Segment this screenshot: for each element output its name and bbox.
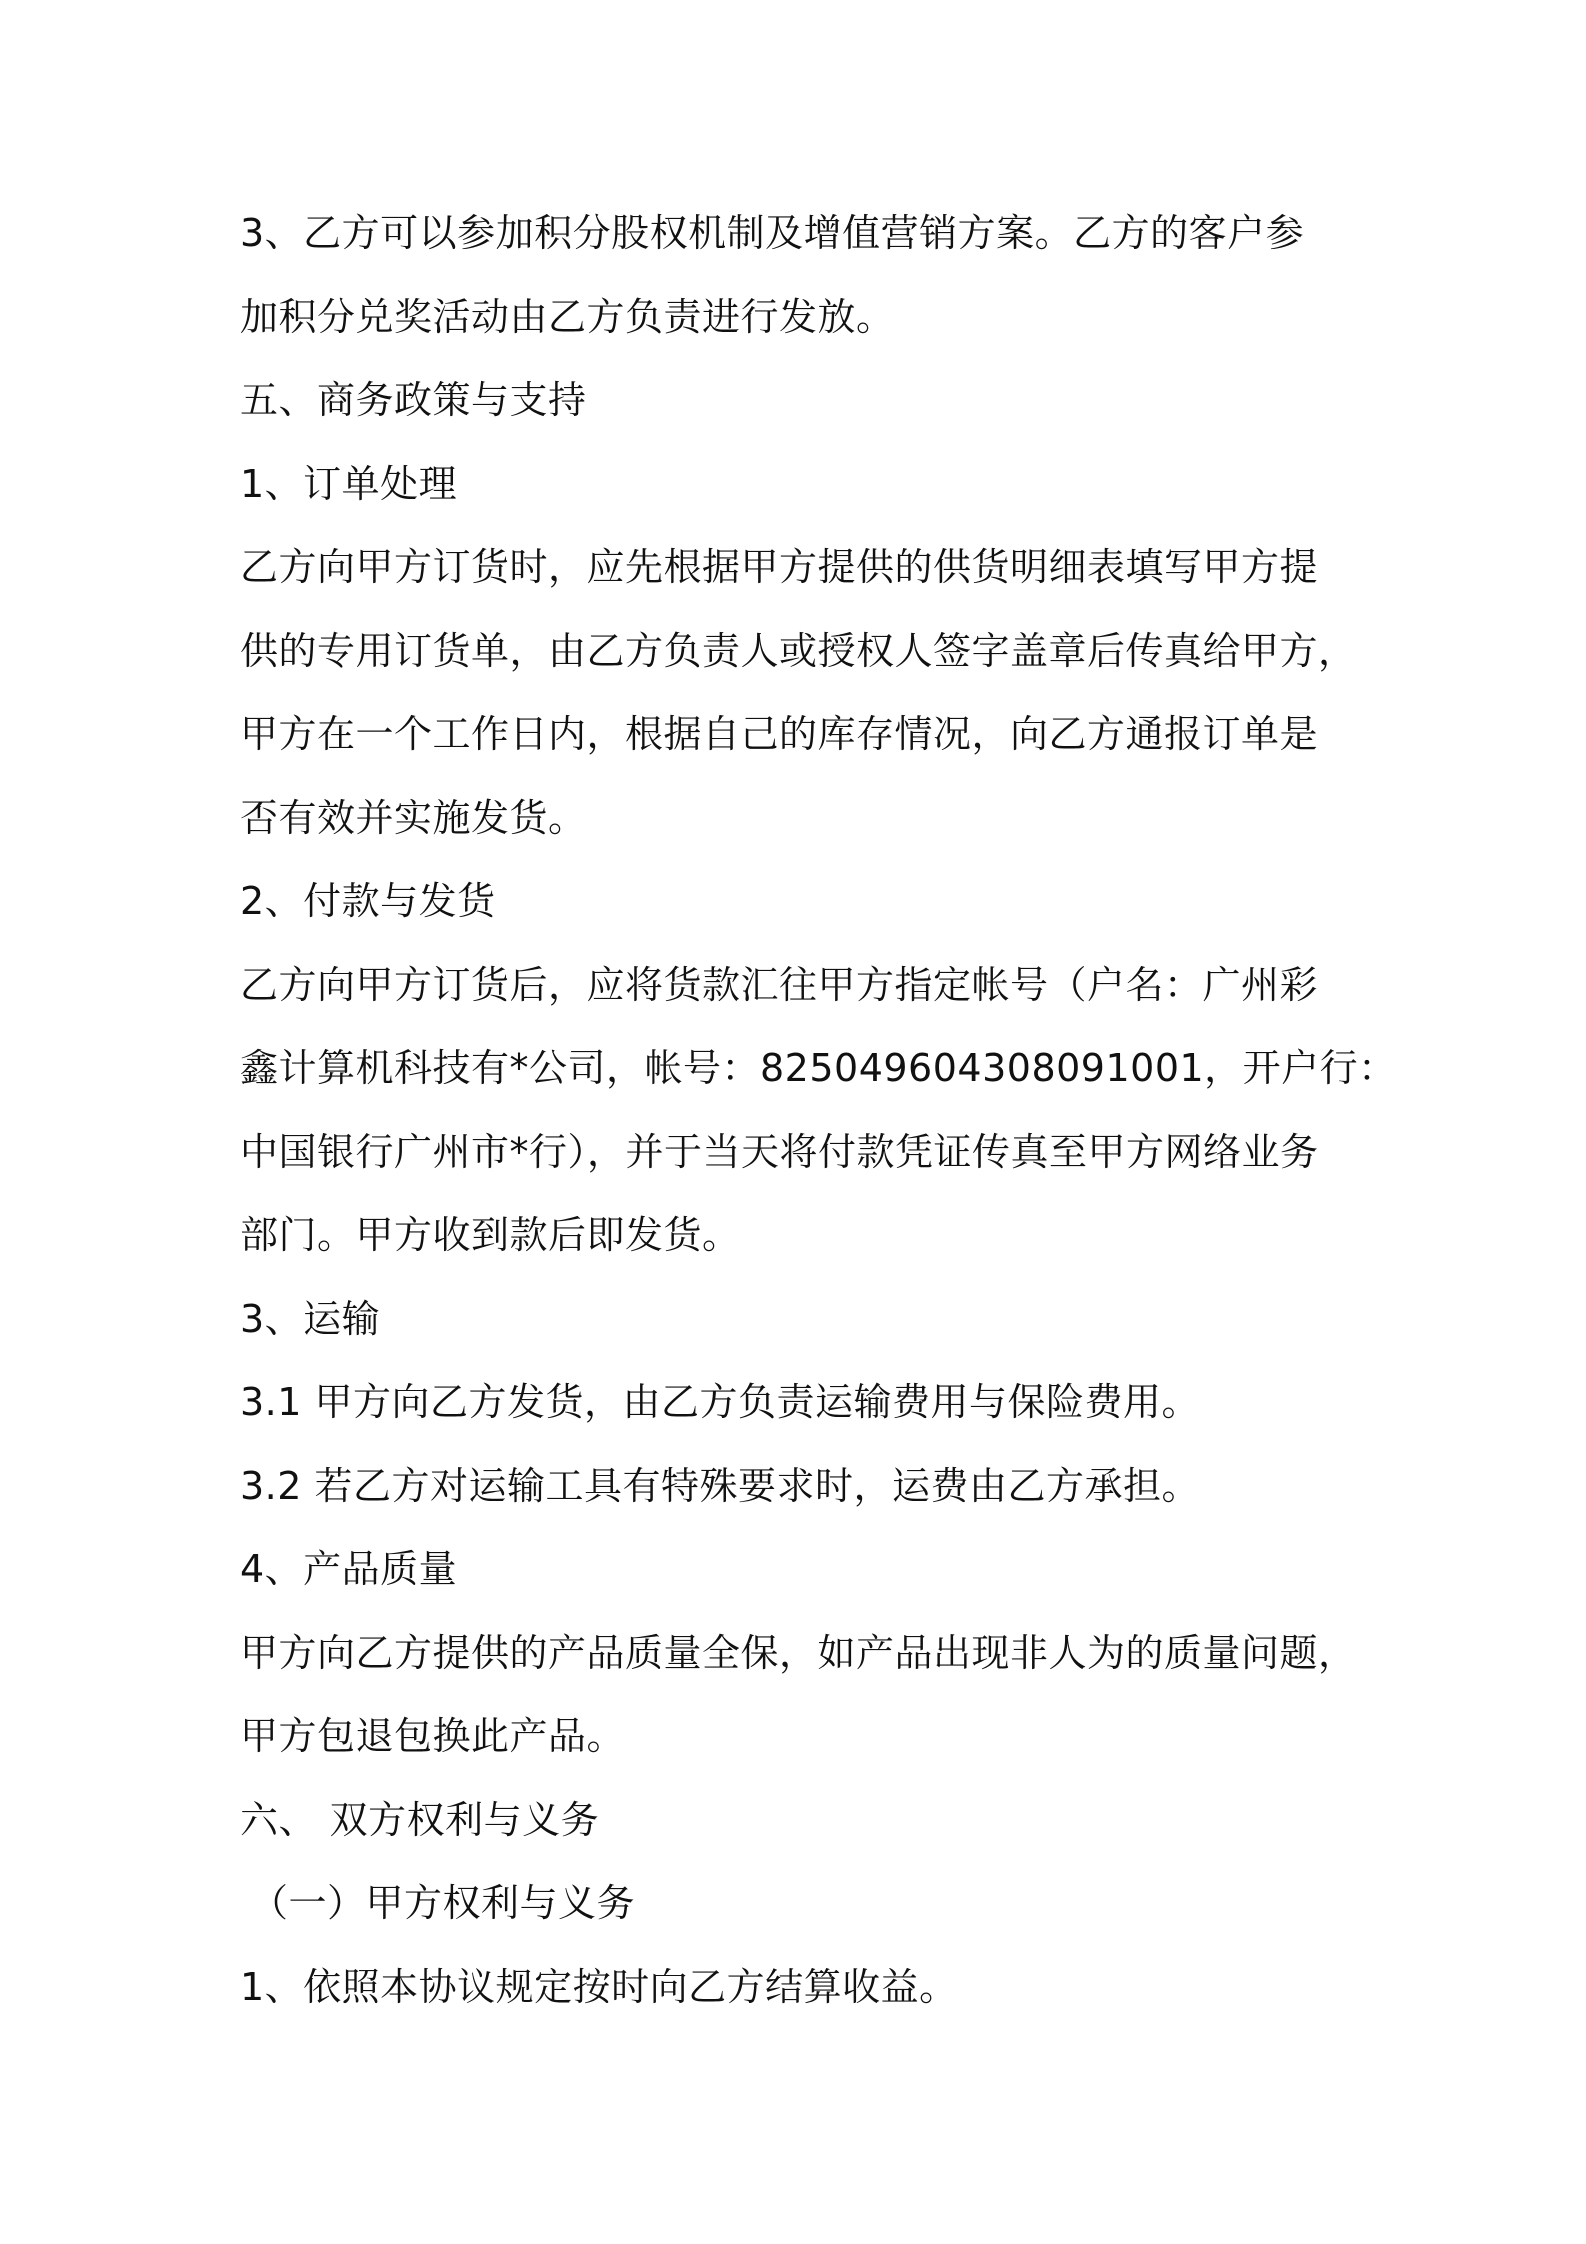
- paragraph-line: 部门。甲方收到款后即发货。: [240, 1213, 741, 1257]
- section-heading: 六、 双方权利与义务: [240, 1797, 600, 1842]
- paragraph-line: 中国银行广州市*行），并于当天将付款凭证传真至甲方网络业务: [240, 1129, 1319, 1174]
- paragraph-line: 甲方包退包换此产品。: [240, 1714, 626, 1758]
- paragraph-line: 3.1 甲方向乙方发货，由乙方负责运输费用与保险费用。: [240, 1380, 1201, 1424]
- paragraph-line: 供的专用订货单，由乙方负责人或授权人签字盖章后传真给甲方，: [240, 628, 1357, 673]
- paragraph-line: 乙方向甲方订货时，应先根据甲方提供的供货明细表填写甲方提: [240, 545, 1319, 589]
- paragraph-line: 鑫计算机科技有*公司，帐号：825049604308091001，开户行：: [240, 1046, 1397, 1090]
- subsection-heading: 1、订单处理: [240, 461, 458, 506]
- subsection-heading: 2、付款与发货: [240, 879, 496, 923]
- paragraph-line: 甲方在一个工作日内，根据自己的库存情况，向乙方通报订单是: [240, 712, 1319, 756]
- paragraph-line: 加积分兑奖活动由乙方负责进行发放。: [240, 294, 895, 339]
- paragraph-line: 乙方向甲方订货后，应将货款汇往甲方指定帐号（户名：广州彩: [240, 962, 1319, 1007]
- paragraph-line: 1、依照本协议规定按时向乙方结算收益。: [240, 1964, 958, 2009]
- subsection-heading: 3、运输: [240, 1296, 381, 1341]
- paragraph-line: 3.2 若乙方对运输工具有特殊要求时，运费由乙方承担。: [240, 1463, 1201, 1508]
- paragraph-line: 3、乙方可以参加积分股权机制及增值营销方案。乙方的客户参: [240, 211, 1305, 255]
- subsection-heading: 4、产品质量: [240, 1547, 458, 1591]
- subsection-heading: （一）甲方权利与义务: [250, 1881, 636, 1925]
- paragraph-line: 否有效并实施发货。: [240, 795, 587, 840]
- section-heading: 五、商务政策与支持: [240, 378, 587, 422]
- document-body: [240, 192, 1397, 2029]
- paragraph-line: 甲方向乙方提供的产品质量全保，如产品出现非人为的质量问题，: [240, 1630, 1357, 1675]
